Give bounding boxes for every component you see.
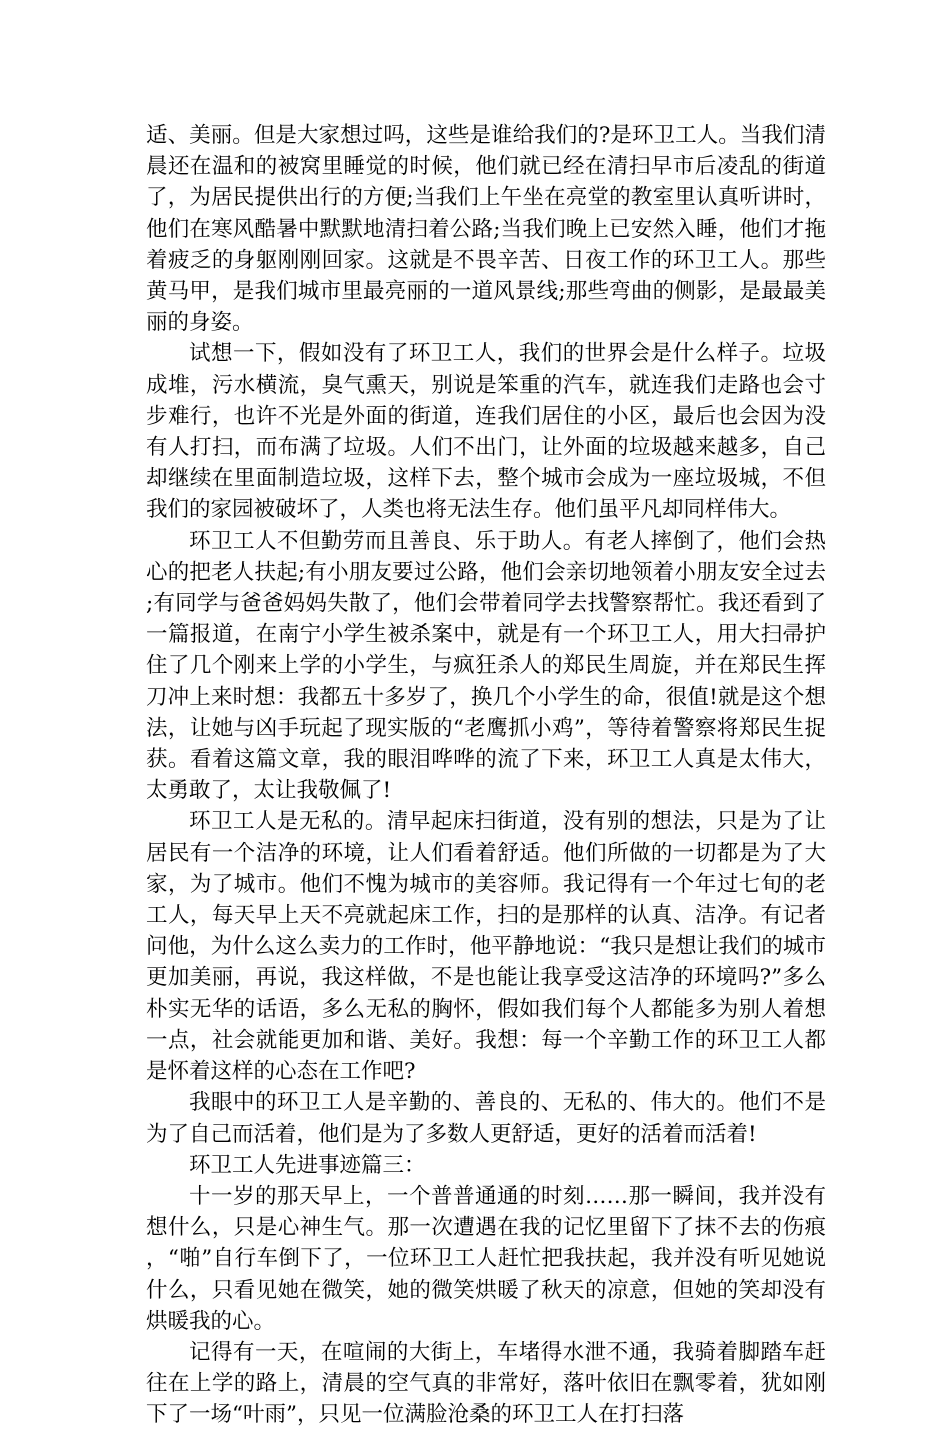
paragraph-5: 我眼中的环卫工人是辛勤的、善良的、无私的、伟大的。他们不是为了自己而活着，他们是为了多数人更舒适，更好的活着而活着!	[146, 1090, 826, 1147]
section-heading: 环卫工人先进事迹篇三：	[189, 1152, 426, 1178]
paragraph-7: 记得有一天，在喧闹的大街上，车堵得水泄不通，我骑着脚踏车赶往在上学的路上，清晨的空气真的非常好，落叶依旧在飘零着，犹如刚下了一场“叶雨”，只见一位满脸沧桑的环卫工人在打扫落	[146, 1339, 826, 1428]
paragraph-6: 十一岁的那天早上，一个普普通通的时刻……那一瞬间，我并没有想什么，只是心神生气。那一次遭遇在我的记忆里留下了抹不去的伤痕，“啪”自行车倒下了，一位环卫工人赶忙把我扶起，我并没有听见她说什么，只看见她在微笑，她的微笑烘暖了秋天的凉意，但她的笑却没有烘暖我的心。	[146, 1183, 826, 1334]
document-page	[146, 120, 826, 1431]
paragraph-1: 适、美丽。但是大家想过吗，这些是谁给我们的?是环卫工人。当我们清晨还在温和的被窝里睡觉的时候，他们就已经在清扫早市后凌乱的街道了，为居民提供出行的方便;当我们上午坐在亮堂的教室里认真听讲时，他们在寒风酷暑中默默地清扫着公路;当我们晚上已安然入睡，他们才拖着疲乏的身躯刚刚回家。这就是不畏辛苦、日夜工作的环卫工人。那些黄马甲，是我们城市里最亮丽的一道风景线;那些弯曲的侧影，是最最美丽的身姿。	[146, 123, 826, 336]
paragraph-3: 环卫工人不但勤劳而且善良、乐于助人。有老人摔倒了，他们会热心的把老人扶起;有小朋友要过公路，他们会亲切地领着小朋友安全过去;有同学与爸爸妈妈失散了，他们会带着同学去找警察帮忙。我还看到了一篇报道，在南宁小学生被杀案中，就是有一个环卫工人，用大扫帚护住了几个刚来上学的小学生，与疯狂杀人的郑民生周旋，并在郑民生挥刀冲上来时想：我都五十多岁了，换几个小学生的命，很值!就是这个想法，让她与凶手玩起了现实版的“老鹰抓小鸡”，等待着警察将郑民生捉获。看着这篇文章，我的眼泪哗哗的流了下来，环卫工人真是太伟大，太勇敢了，太让我敬佩了!	[146, 528, 826, 804]
paragraph-2: 试想一下，假如没有了环卫工人，我们的世界会是什么样子。垃圾成堆，污水横流，臭气熏天，别说是笨重的汽车，就连我们走路也会寸步难行，也许不光是外面的街道，连我们居住的小区，最后也会因为没有人打扫，而布满了垃圾。人们不出门，让外面的垃圾越来越多，自己却继续在里面制造垃圾，这样下去，整个城市会成为一座垃圾城，不但我们的家园被破坏了，人类也将无法生存。他们虽平凡却同样伟大。	[146, 341, 826, 523]
paragraph-4: 环卫工人是无私的。清早起床扫街道，没有别的想法，只是为了让居民有一个洁净的环境，让人们看着舒适。他们所做的一切都是为了大家，为了城市。他们不愧为城市的美容师。我记得有一个年过七旬的老工人，每天早上天不亮就起床工作，扫的是那样的认真、洁净。有记者问他，为什么这么卖力的工作时，他平静地说：“我只是想让我们的城市更加美丽，再说，我这样做，不是也能让我享受这洁净的环境吗?”多么朴实无华的话语，多么无私的胸怀，假如我们每个人都能多为别人着想一点，社会就能更加和谐、美好。我想：每一个辛勤工作的环卫工人都是怀着这样的心态在工作吧?	[146, 809, 826, 1085]
